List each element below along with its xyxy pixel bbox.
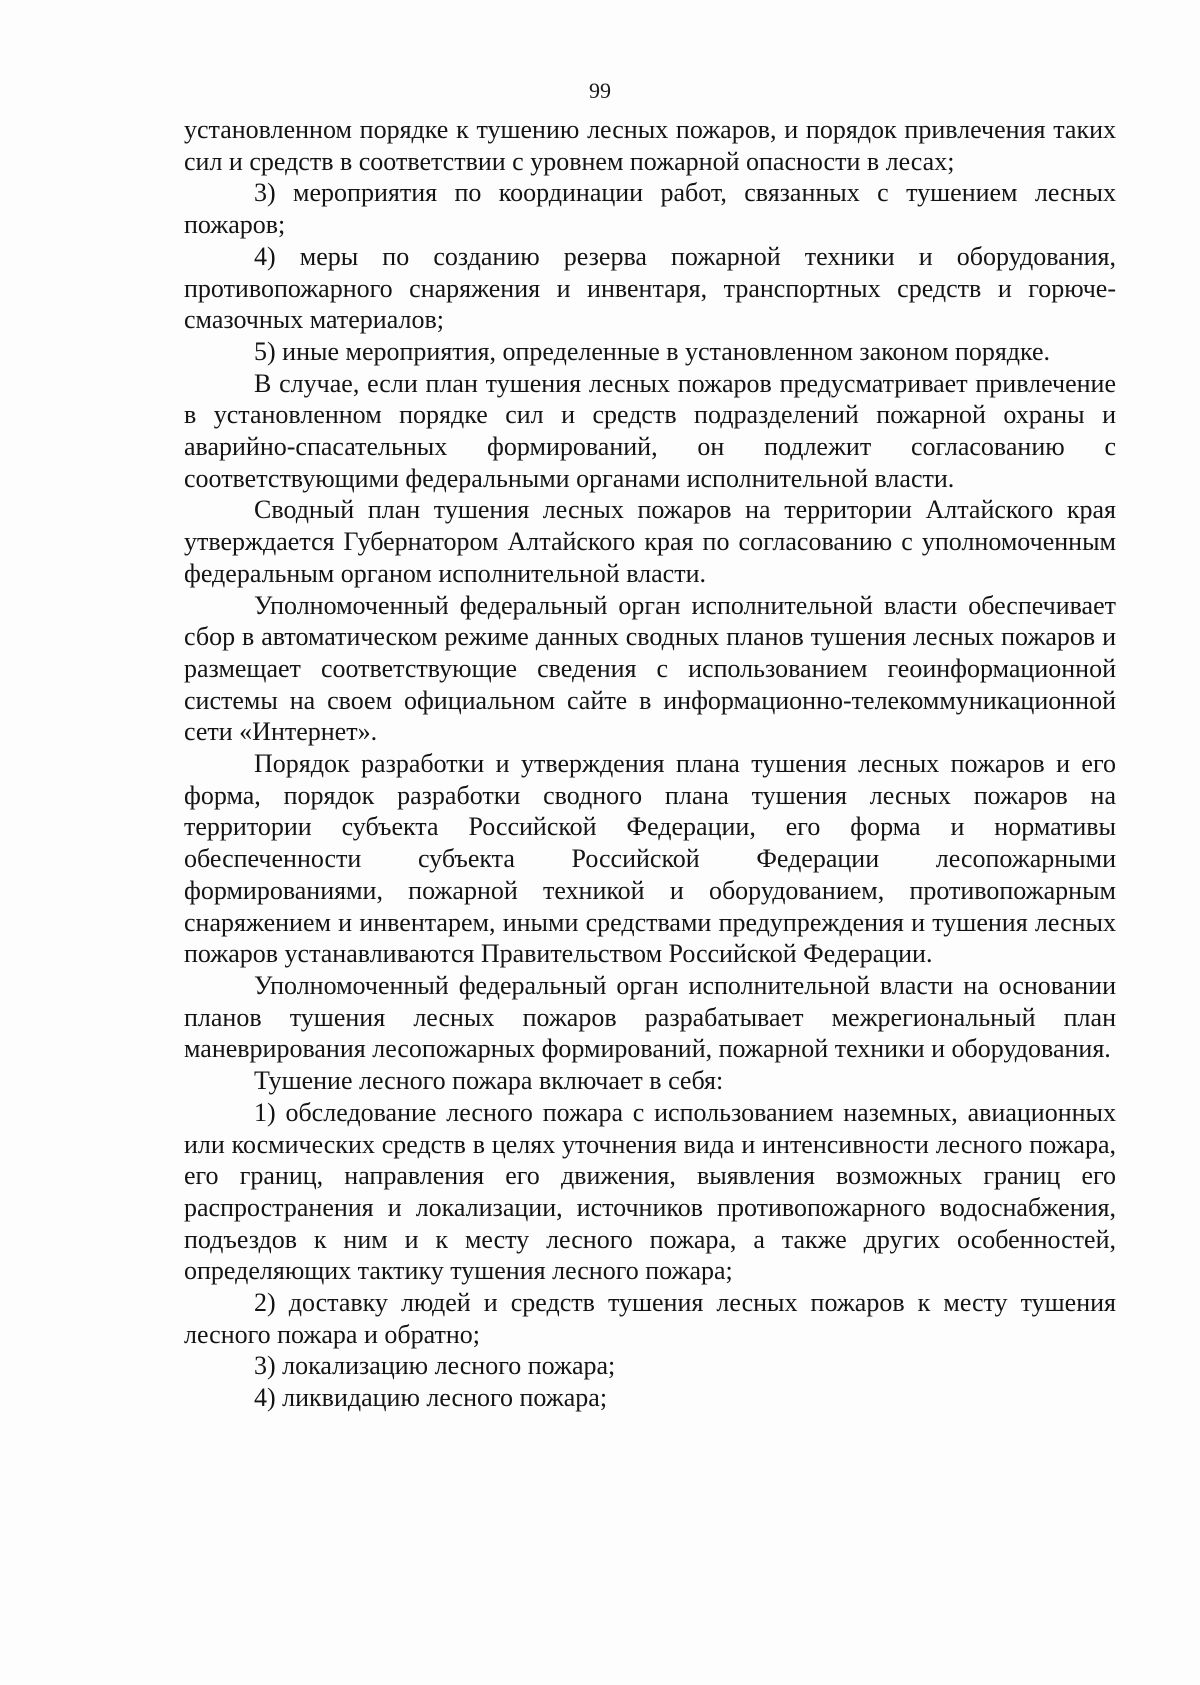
paragraph: 5) иные мероприятия, определенные в установленном законом порядке. (254, 336, 1051, 366)
paragraph: Тушение лесного пожара включает в себя: (254, 1066, 724, 1096)
paragraph: Сводный план тушения лесных пожаров на территории Алтайского края утверждается Губернатором Алтайского края по согласованию с уполномоченным федеральным органом исполнительной власти. (184, 495, 1116, 588)
paragraph: 1) обследование лесного пожара с использованием наземных, авиационных или космических средств в целях уточнения вида и интенсивности лесного пожара, его границ, направления его движения, выявления возможных границ его распространения и локализации, источников противопожарного водоснабжения, подъездов к ним и к месту лесного пожара, а также других особенностей, определяющих тактику тушения лесного пожара; (184, 1097, 1116, 1286)
paragraph: 3) мероприятия по координации работ, связанных с тушением лесных пожаров; (184, 178, 1116, 240)
paragraph: Порядок разработки и утверждения плана тушения лесных пожаров и его форма, порядок разработки сводного плана тушения лесных пожаров на территории субъекта Российской Федерации, его форма и нормативы обеспеченности субъекта Российской Федерации лесопожарными формированиями, пожарной техникой и оборудованием, противопожарным снаряжением и инвентарем, иными средствами предупреждения и тушения лесных пожаров устанавливаются Правительством Российской Федерации. (184, 749, 1116, 969)
paragraph: 4) ликвидацию лесного пожара; (254, 1383, 608, 1413)
paragraph: установленном порядке к тушению лесных пожаров, и порядок привлечения таких сил и средств в соответствии с уровнем пожарной опасности в лесах; (184, 115, 1116, 176)
paragraph: Уполномоченный федеральный орган исполнительной власти на основании планов тушения лесных пожаров разрабатывает межрегиональный план маневрирования лесопожарных формирований, пожарной техники и оборудования. (184, 970, 1116, 1064)
paragraph: 2) доставку людей и средств тушения лесных пожаров к месту тушения лесного пожара и обратно; (184, 1288, 1116, 1349)
page-number: 99 (589, 78, 611, 103)
paragraph: В случае, если план тушения лесных пожаров предусматривает привлечение в установленном порядке сил и средств подразделений пожарной охраны и аварийно-спасательных формирований, он подлежит согласованию с соответствующими федеральными органами исполнительной власти. (184, 368, 1116, 493)
paragraph: Уполномоченный федеральный орган исполнительной власти обеспечивает сбор в автоматическом режиме данных сводных планов тушения лесных пожаров и размещает соответствующие сведения с использованием геоинформационной системы на своем официальном сайте в информационно-телекоммуникационной сети «Интернет». (184, 590, 1116, 747)
paragraph: 4) меры по созданию резерва пожарной техники и оборудования, противопожарного снаряжения и инвентаря, транспортных средств и горюче-смазочных материалов; (184, 241, 1116, 335)
paragraph: 3) локализацию лесного пожара; (254, 1351, 616, 1381)
document-body (184, 114, 1116, 1414)
